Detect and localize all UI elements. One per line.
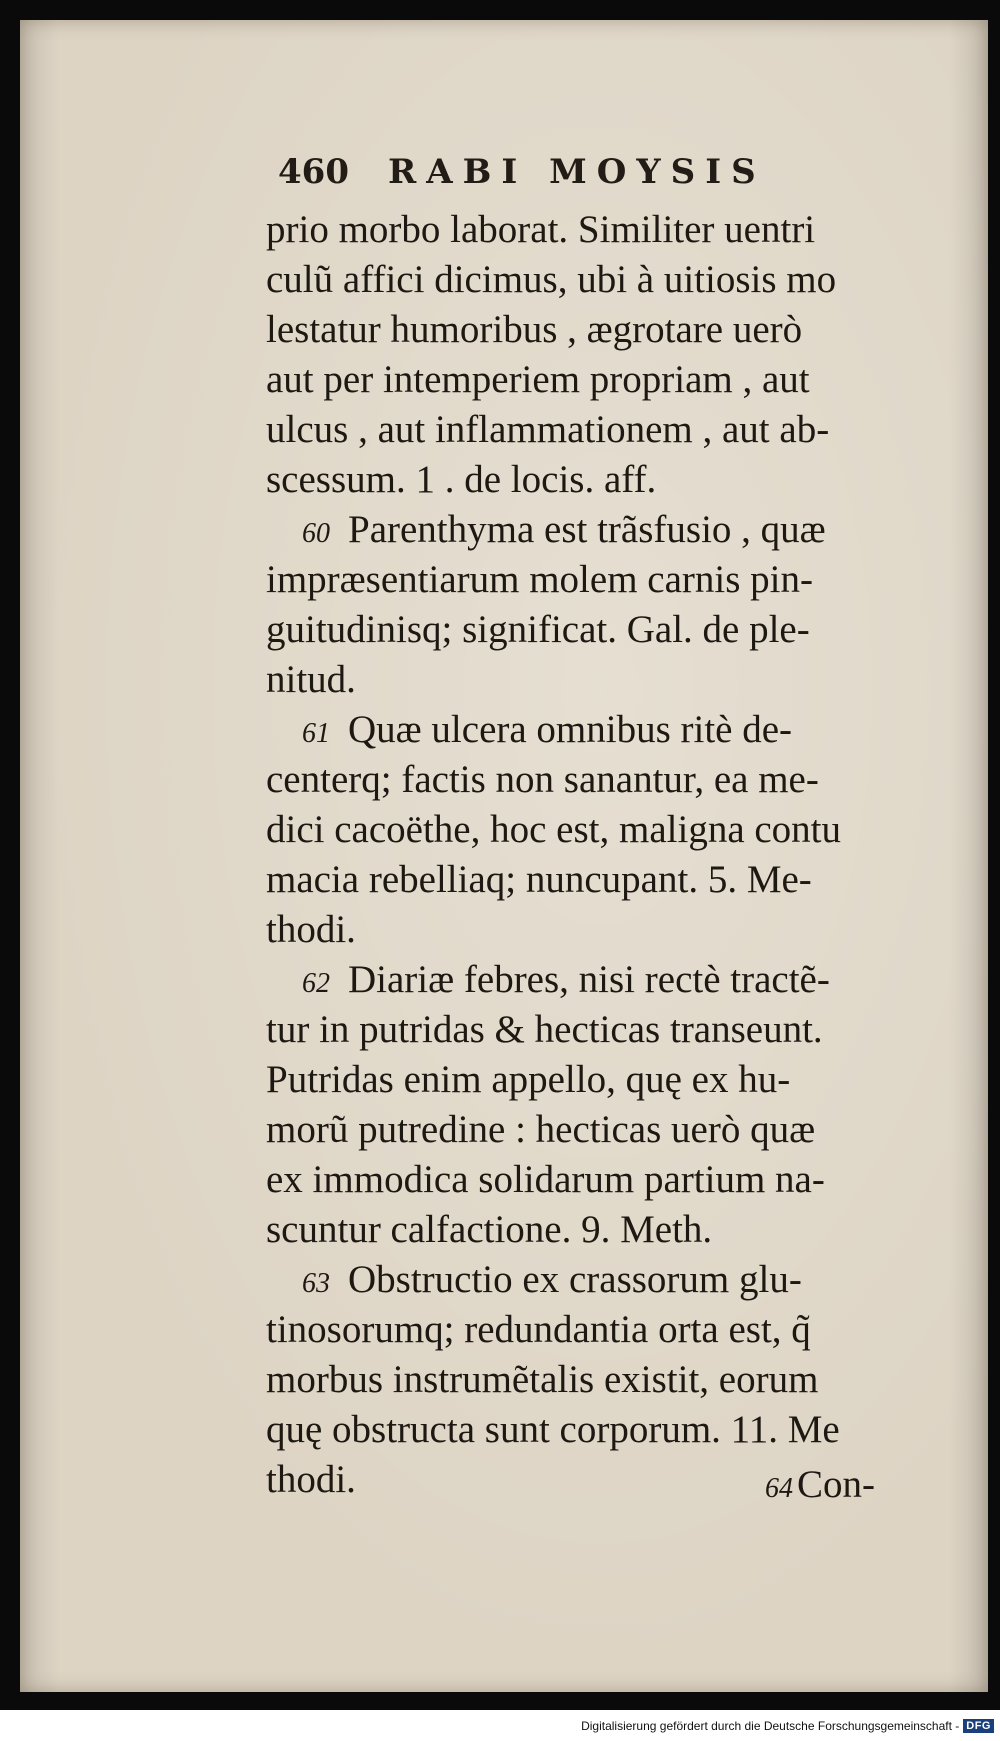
text-line xyxy=(266,955,956,1005)
text-line xyxy=(266,655,956,705)
text-line xyxy=(266,555,956,605)
text-line xyxy=(266,805,956,855)
line-text: morbus instrumẽtalis existit, eorum xyxy=(266,1358,819,1401)
line-text: Parenthyma est trãsfusio , quæ xyxy=(348,508,826,551)
text-line xyxy=(266,205,956,255)
line-text: Obstructio ex crassorum glu- xyxy=(348,1258,802,1301)
text-line xyxy=(266,755,956,805)
catchword xyxy=(765,1462,875,1507)
line-text: nitud. xyxy=(266,658,356,701)
dfg-logo: DFG xyxy=(963,1719,994,1733)
line-text: impræsentiarum molem carnis pin- xyxy=(266,558,813,601)
line-text: scessum. 1 . de locis. aff. xyxy=(266,458,657,501)
text-line xyxy=(266,405,956,455)
line-text: Putridas enim appello, quę ex hu- xyxy=(266,1058,791,1101)
footer-bar xyxy=(0,1710,1000,1741)
text-line xyxy=(266,1255,956,1305)
catchword-number: 64 xyxy=(765,1473,793,1504)
text-line xyxy=(266,1155,956,1205)
line-text: macia rebelliaq; nuncupant. 5. Me- xyxy=(266,858,812,901)
line-text: scuntur calfactione. 9. Meth. xyxy=(266,1208,713,1251)
line-text: Diariæ febres, nisi rectè tractẽ- xyxy=(348,958,830,1001)
text-line xyxy=(266,505,956,555)
line-text: aut per intemperiem propriam , aut xyxy=(266,358,810,401)
line-text: dici cacoëthe, hoc est, maligna contu xyxy=(266,808,842,851)
text-line xyxy=(266,1105,956,1155)
text-line xyxy=(266,1355,956,1405)
text-line xyxy=(266,605,956,655)
line-text: culũ affici dicimus, ubi à uitiosis mo xyxy=(266,258,837,301)
aphorism-number: 63 xyxy=(302,1268,330,1299)
text-line xyxy=(266,355,956,405)
text-line xyxy=(266,1055,956,1105)
text-line xyxy=(266,455,956,505)
aphorism-number: 62 xyxy=(302,968,330,999)
text-line xyxy=(266,1005,956,1055)
line-text: centerq; factis non sanantur, ea me- xyxy=(266,758,819,801)
running-title: RABI MOYSIS xyxy=(388,152,766,192)
line-text: morũ putredine : hecticas uerò quæ xyxy=(266,1108,816,1151)
aphorism-number: 61 xyxy=(302,718,330,749)
text-line xyxy=(266,255,956,305)
line-text: tinosorumq; redundantia orta est, q̃ xyxy=(266,1308,811,1351)
line-text: lestatur humoribus , ægrotare uerò xyxy=(266,308,803,351)
line-text: thodi. xyxy=(266,1458,356,1501)
funding-notice: Digitalisierung gefördert durch die Deutsche Forschungsgemeinschaft - xyxy=(581,1718,960,1733)
line-text: guitudinisq; significat. Gal. de ple- xyxy=(266,608,810,651)
text-line xyxy=(266,855,956,905)
text-line xyxy=(266,1205,956,1255)
text-line xyxy=(266,705,956,755)
line-text: ulcus , aut inflammationem , aut ab- xyxy=(266,408,830,451)
catchword-text: Con- xyxy=(797,1463,875,1506)
line-text: tur in putridas & hecticas transeunt. xyxy=(266,1008,823,1051)
text-line xyxy=(266,905,956,955)
line-text: ex immodica solidarum partium na- xyxy=(266,1158,825,1201)
aphorism-number: 60 xyxy=(302,518,330,549)
text-line xyxy=(266,1405,956,1455)
text-line xyxy=(266,1305,956,1355)
line-text: prio morbo laborat. Similiter uentri xyxy=(266,208,816,251)
body-text xyxy=(266,205,956,1505)
page-number: 460 xyxy=(278,152,349,192)
line-text: quę obstructa sunt corporum. 11. Me xyxy=(266,1408,840,1451)
running-head xyxy=(278,152,818,192)
text-line xyxy=(266,305,956,355)
line-text: thodi. xyxy=(266,908,356,951)
line-text: Quæ ulcera omnibus ritè de- xyxy=(348,708,793,751)
